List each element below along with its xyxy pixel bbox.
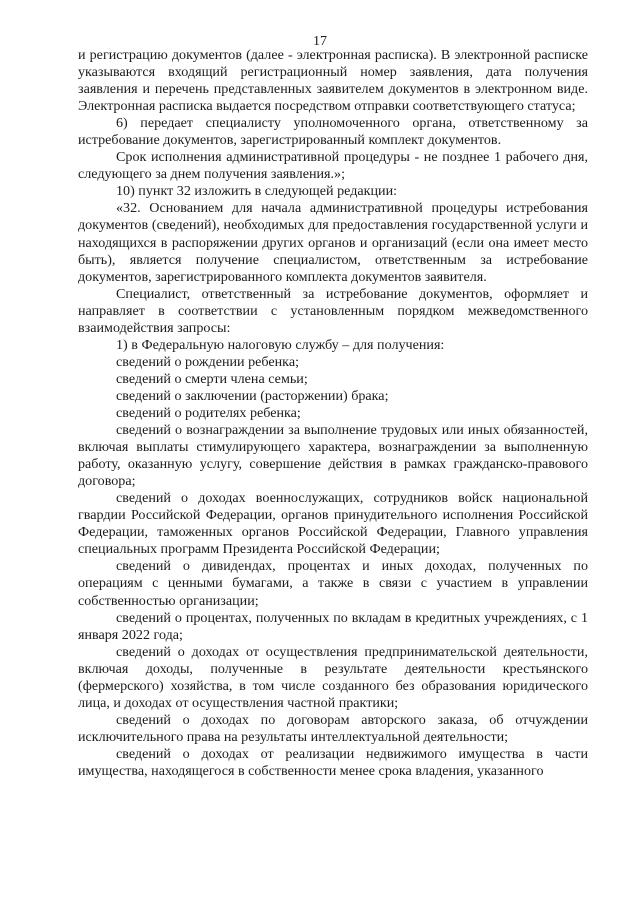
paragraph-tax-service: 1) в Федеральную налоговую службу – для получения: — [116, 336, 445, 353]
paragraph-item-10: 10) пункт 32 изложить в следующей редакции: — [116, 183, 398, 200]
list-item-author-contracts: сведений о доходах по договорам авторского заказа, об отчуждении исключительного права на результаты интеллектуальной деятельности; — [78, 711, 588, 745]
paragraph-specialist-requests: Специалист, ответственный за истребование документов, оформляет и направляет в соответствии с установленным порядком межведомственного взаимодействия запросы: — [78, 285, 588, 336]
paragraph-deadline: Срок исполнения административной процедуры - не позднее 1 рабочего дня, следующего за днем получения заявления.»; — [78, 149, 588, 183]
list-item-death: сведений о смерти члена семьи; — [116, 370, 308, 387]
list-item-birth: сведений о рождении ребенка; — [116, 353, 299, 370]
list-item-remuneration: сведений о вознаграждении за выполнение трудовых или иных обязанностей, включая выплаты стимулирующего характера, вознаграждении за выполненную работу, оказанную услугу, совершение действия в рамках гражданско-правового договора; — [78, 422, 588, 490]
paragraph-clause-32: «32. Основанием для начала административной процедуры истребования документов (сведений), необходимых для предоставления государственной услуги и находящихся в распоряжении других органов и организаций (если она имеет место быть), является получение специалистом, ответственным за истребование документов, зарегистрированного комплекта документов заявителя. — [78, 200, 588, 285]
list-item-deposit-interest: сведений о процентах, полученных по вкладам в кредитных учреждениях, с 1 января 2022 года; — [78, 609, 588, 643]
list-item-marriage: сведений о заключении (расторжении) брака; — [116, 387, 389, 404]
list-item-real-estate: сведений о доходах от реализации недвижимого имущества в части имущества, находящегося в собственности менее срока владения, указанного — [78, 745, 588, 779]
list-item-parents: сведений о родителях ребенка; — [116, 404, 301, 421]
page-number: 17 — [313, 34, 327, 49]
list-item-business-income: сведений о доходах от осуществления предпринимательской деятельности, включая доходы, полученные в результате деятельности крестьянского (фермерского) хозяйства, в том числе созданного без образования юридического лица, и доходах от осуществления частной практики; — [78, 643, 588, 711]
list-item-military-income: сведений о доходах военнослужащих, сотрудников войск национальной гвардии Российской Федерации, органов принудительного исполнения Российской Федерации, таможенных органов Российской Федерации, Главного управления специальных программ Президента Российской Федерации; — [78, 490, 588, 558]
paragraph-receipt-contents: и регистрацию документов (далее - электронная расписка). В электронной расписке указываются входящий регистрационный номер заявления, дата получения заявления и перечень представленных заявителем документов в электронном виде. Электронная расписка выдается посредством отправки соответствующего статуса; — [78, 47, 588, 115]
list-item-dividends: сведений о дивидендах, процентах и иных доходах, полученных по операциям с ценными бумагами, а также в связи с участием в управлении собственностью организации; — [78, 558, 588, 609]
paragraph-item-6: 6) передает специалисту уполномоченного органа, ответственному за истребование документов, зарегистрированный комплект документов. — [78, 115, 588, 149]
document-body — [78, 47, 588, 780]
